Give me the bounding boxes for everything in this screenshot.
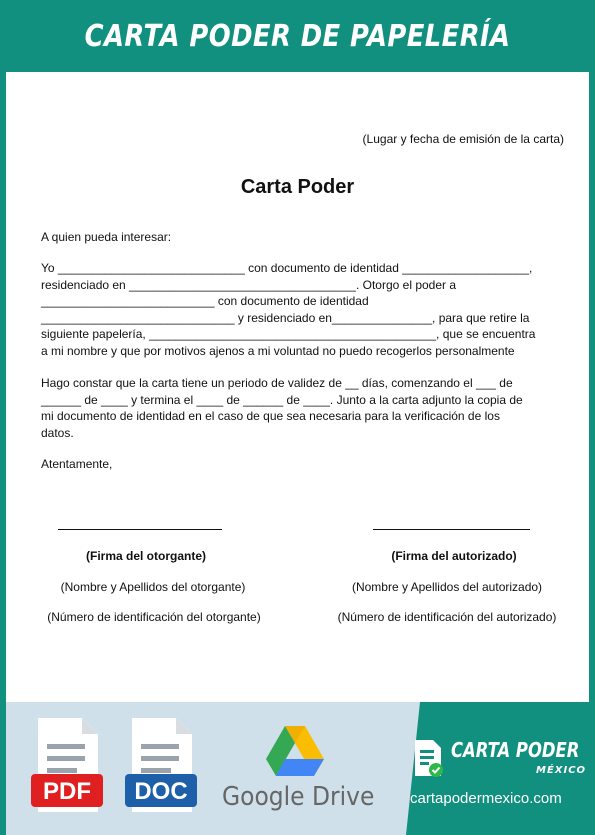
authorized-signature-label: (Firma del autorizado) <box>391 549 517 563</box>
grantor-name-label: (Nombre y Apellidos del otorgante) <box>60 580 246 594</box>
pdf-label: PDF <box>43 778 91 805</box>
text-line: Yo ____________________________ con documento de identidad ___________________, <box>41 261 533 275</box>
closing: Atentamente, <box>41 457 113 471</box>
pdf-file-icon <box>30 716 104 816</box>
page-title: CARTA PODER DE PAPELERÍA <box>84 18 511 54</box>
document-title: Carta Poder <box>240 176 355 198</box>
text-line: residenciado en __________________________________. Otorgo el poder a <box>41 277 457 292</box>
google-drive-label: Google Drive <box>222 782 375 812</box>
grantor-signature-line <box>58 529 222 530</box>
body-paragraph-1 <box>41 260 535 360</box>
authorized-name-label: (Nombre y Apellidos del autorizado) <box>351 580 543 594</box>
header-banner <box>0 0 595 72</box>
google-drive-icon <box>266 726 324 778</box>
body-paragraph-2 <box>41 375 523 441</box>
brand-name: CARTA PODER <box>451 738 580 762</box>
grantor-id-label: (Número de identificación del otorgante) <box>47 610 261 624</box>
doc-label: DOC <box>134 778 188 805</box>
text-line: ______ de ____ y termina el ____ de ______ de ____. Junto a la carta adjunto la copia de <box>41 392 523 407</box>
brand-url-link[interactable]: cartapodermexico.com <box>410 790 562 807</box>
footer-banner <box>6 702 589 835</box>
doc-file-icon <box>124 716 198 816</box>
grantor-signature-label: (Firma del otorgante) <box>85 549 207 563</box>
text-line: Hago constar que la carta tiene un periodo de validez de __ días, comenzando el ___ de <box>41 376 513 390</box>
brand-subtitle: MÉXICO <box>536 765 587 776</box>
text-line: a mi nombre y que por motivos ajenos a mi voluntad no puedo recogerlos personalmente <box>41 343 515 358</box>
text-line: siguiente papelería, ___________________________________________, que se encuentra <box>41 327 536 342</box>
authorized-signature-line <box>373 529 530 530</box>
document-check-icon <box>413 738 443 778</box>
text-line: _____________________________ y residenciado en_______________, para que retire la <box>41 310 530 325</box>
authorized-id-label: (Número de identificación del autorizado) <box>337 610 557 624</box>
place-date-line: (Lugar y fecha de emisión de la carta) <box>362 132 564 146</box>
document-preview <box>6 72 589 702</box>
text-line: __________________________ con documento de identidad <box>41 294 369 309</box>
text-line: datos. <box>41 425 74 440</box>
text-line: mi documento de identidad en el caso de que sea necesaria para la verificación de los <box>41 409 500 424</box>
salutation: A quien pueda interesar: <box>41 230 172 244</box>
